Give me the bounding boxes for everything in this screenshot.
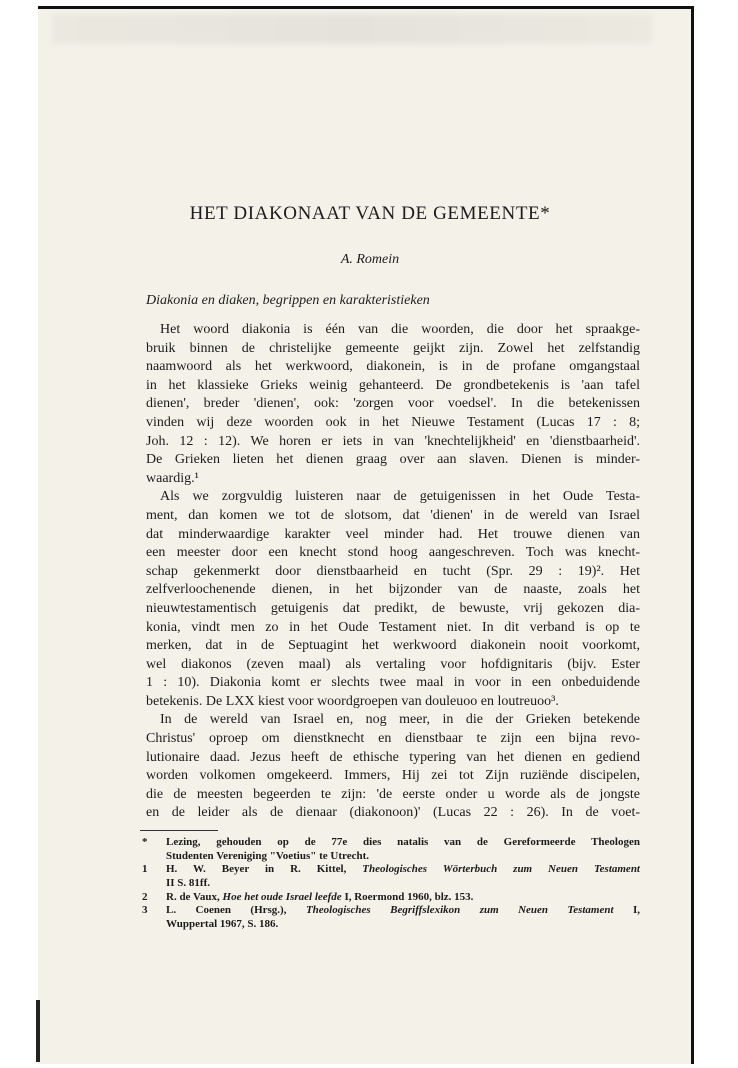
- footnote-line: [140, 836, 640, 850]
- footnote-mark: 1: [142, 863, 148, 876]
- body-line: nieuwtestamentisch getuigenis dat predikt, de bewuste, vrij gekozen dia-: [146, 600, 640, 616]
- footnote-mark: [140, 850, 166, 864]
- footnote-line: [140, 904, 640, 918]
- bleed-through-shadow: [52, 14, 652, 44]
- body-line: Christus' oproep om dienstknecht en dienstbaar te zijn een bijna revo-: [146, 731, 640, 747]
- body-line: Het woord diakonia is één van die woorden, die door het spraakge-: [160, 322, 640, 337]
- body-line: ment, dan komen we tot de slotsom, dat 'dienen' in de wereld van Israel: [146, 507, 640, 523]
- footnote-mark: 3: [142, 904, 148, 917]
- footnote-text: Lezing, gehouden op de 77e dies natalis van de Gereformeerde Theologen: [166, 836, 640, 848]
- footnote-text: Studenten Vereniging "Voetius" te Utrecht.: [166, 849, 369, 862]
- body-line: Joh. 12 : 12). We horen er iets in van 'knechtelijkheid' en 'dienstbaarheid'.: [146, 433, 640, 449]
- body-line: vinden wij deze woorden ook in het Nieuwe Testament (Lucas 17 : 8;: [146, 414, 640, 430]
- footnote-mark: [140, 877, 166, 891]
- body-line: schap gekenmerkt door dienstbaarheid en tucht (Spr. 29 : 19)². Het: [146, 563, 640, 579]
- body-line: 1 : 10). Diakonia komt er slechts twee maal in voor in een onbeduidende: [146, 675, 640, 691]
- footnote-post: I, Roermond 1960, blz. 153.: [341, 890, 474, 903]
- body-text: [146, 321, 640, 823]
- footnote-text: [166, 904, 640, 918]
- footnote-line: [140, 863, 640, 877]
- body-line: wel diakonos (zeven maal) als vertaling voor hofdignitaris (bijv. Ester: [146, 656, 640, 672]
- footnote-line: [140, 891, 640, 905]
- footnotes: [140, 836, 640, 932]
- body-line: lutionaire daad. Jezus heeft de ethische typering van het dienen en gediend: [146, 749, 640, 765]
- footnote-line: [140, 850, 640, 864]
- footnote-post: I,: [613, 904, 640, 917]
- body-line: en de leider als de dienaar (diakonoon)' (Lucas 22 : 26). In de voet-: [146, 805, 640, 821]
- page-edge-mark: [36, 1000, 40, 1062]
- article-title: HET DIAKONAAT VAN DE GEMEENTE*: [189, 203, 551, 224]
- body-line: Als we zorgvuldig luisteren naar de getuigenissen in het Oude Testa-: [160, 489, 640, 505]
- footnote-work-title: Hoe het oude Israel leefde: [222, 890, 342, 903]
- footnote-text: [166, 891, 640, 905]
- body-line: In de wereld van Israel en, nog meer, in die der Grieken betekende: [160, 712, 640, 728]
- section-heading: Diakonia en diaken, begrippen en karakteristieken: [146, 293, 430, 308]
- footnote-text: Wuppertal 1967, S. 186.: [166, 918, 279, 931]
- footnote-pre: H. W. Beyer in R. Kittel,: [166, 863, 363, 876]
- footnote-text: II S. 81ff.: [166, 877, 211, 890]
- body-line: naamwoord als het werkwoord, diakonein, is in de profane omgangstaal: [146, 359, 640, 375]
- footnote-rule: [140, 830, 218, 831]
- body-line: bruik binnen de christelijke gemeente geijkt zijn. Zowel het zelfstandig: [146, 340, 640, 356]
- footnote-text: [166, 863, 640, 877]
- footnote-work-title: Theologisches Wörterbuch zum Neuen Testament: [362, 863, 640, 876]
- body-line: waardig.¹: [146, 470, 199, 486]
- footnote-mark: [140, 918, 166, 932]
- footnote-work-title: Theologisches Begriffslexikon zum Neuen Testament: [305, 904, 614, 917]
- body-line: merken, dat in de Septuagint het werkwoord diakonein nooit voorkomt,: [146, 638, 640, 654]
- body-line: dat minderwaardige karakter veel minder had. Het trouwe dienen van: [146, 526, 640, 542]
- body-line: in het klassieke Grieks weinig gehanteerd. De grondbetekenis is 'aan tafel: [146, 377, 640, 393]
- footnote-pre: R. de Vaux,: [166, 890, 223, 903]
- body-line: betekenis. De LXX kiest voor woordgroepen van douleuoo en loutreuoo³.: [146, 693, 559, 709]
- footnote-mark: 2: [142, 890, 148, 903]
- body-line: die de meesten begeerden te zijn: 'de eerste onder u worde als de jongste: [146, 786, 640, 802]
- footnote-mark: *: [142, 836, 148, 848]
- footnote-line: [140, 918, 640, 932]
- body-line: zelfverloochenende dienen, in het bijzonder van de naaste, zoals het: [146, 582, 640, 598]
- body-line: De Grieken lieten het dienen graag over aan slaven. Dienen is minder-: [146, 452, 640, 468]
- body-line: dienen', breder 'dienen', ook: 'zorgen voor voedsel'. In die betekenissen: [146, 396, 640, 412]
- body-line: konia, vindt men zo in het Oude Testament niet. In dit verband is op te: [146, 619, 640, 635]
- article-author: A. Romein: [340, 252, 400, 267]
- footnote-line: [140, 877, 640, 891]
- body-line: worden volkomen omgekeerd. Immers, Hij zei tot Zijn ruziënde discipelen,: [146, 768, 640, 784]
- body-line: een meester door een knecht stond hoog aangeschreven. Toch was knecht-: [146, 545, 640, 561]
- footnote-pre: L. Coenen (Hrsg.),: [166, 904, 306, 917]
